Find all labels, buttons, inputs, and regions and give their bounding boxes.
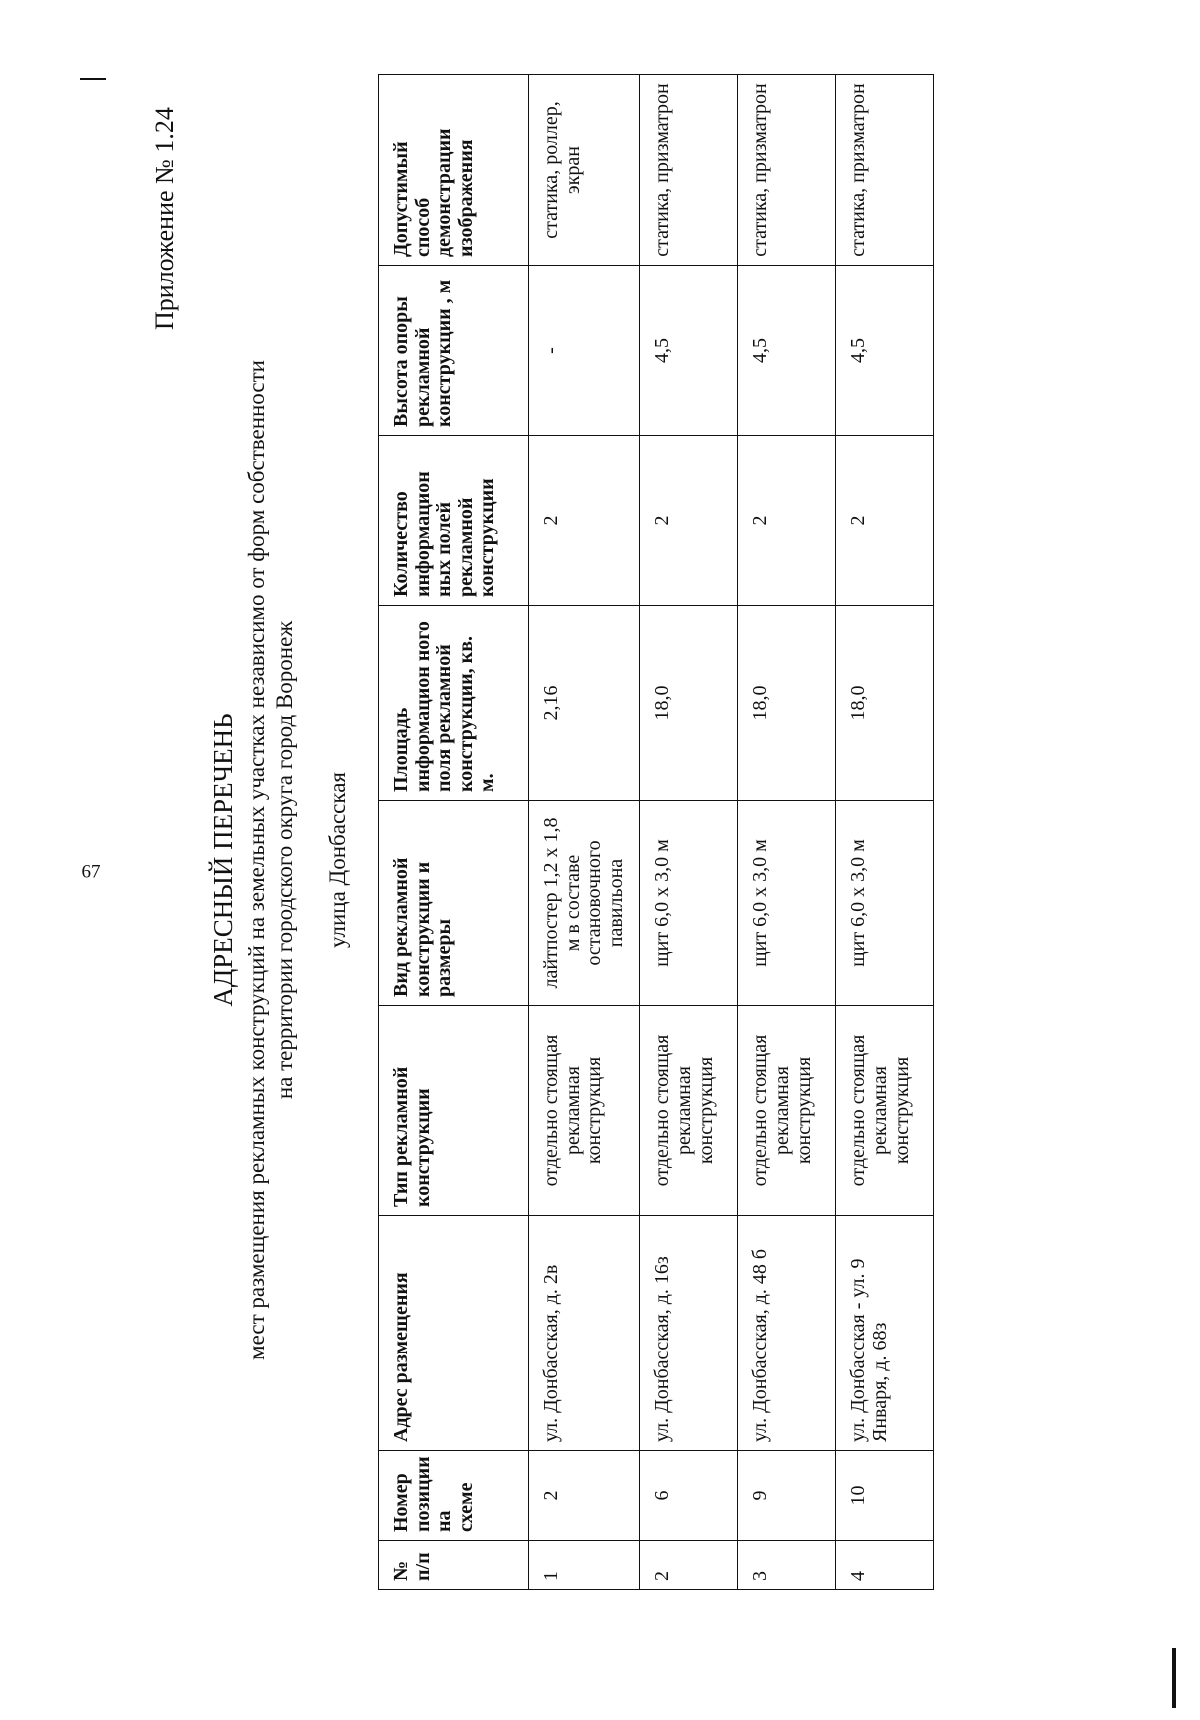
cell-position: 10 <box>836 1451 934 1541</box>
page-number: 67 <box>81 861 101 883</box>
cell-display-method: статика, призматрон <box>738 75 836 266</box>
cell-fields-count: 2 <box>738 436 836 606</box>
cell-area: 18,0 <box>640 606 738 801</box>
cell-support-height: - <box>529 266 640 436</box>
document-title: АДРЕСНЫЙ ПЕРЕЧЕНЬ <box>208 713 238 1007</box>
cell-number: 3 <box>738 1541 836 1590</box>
appendix-label: Приложение № 1.24 <box>150 107 179 330</box>
table-row <box>640 75 738 1590</box>
street-name: улица Донбасская <box>325 772 350 948</box>
cell-position: 6 <box>640 1451 738 1541</box>
header-cell: Высота опоры рекламной конструкции , м <box>379 266 529 436</box>
cell-fields-count: 2 <box>836 436 934 606</box>
cell-support-height: 4,5 <box>738 266 836 436</box>
cell-address: ул. Донбасская, д. 48 б <box>738 1216 836 1451</box>
header-cell: № п/п <box>379 1541 529 1590</box>
cell-kind-size: щит 6,0 х 3,0 м <box>738 801 836 1006</box>
cell-area: 18,0 <box>738 606 836 801</box>
cell-address: ул. Донбасская, д. 16з <box>640 1216 738 1451</box>
cell-area: 2,16 <box>529 606 640 801</box>
table-row <box>529 75 640 1590</box>
cell-number: 1 <box>529 1541 640 1590</box>
subtitle-line-1: мест размещения рекламных конструкций на земельных участках независимо от форм собственности <box>244 360 269 1360</box>
margin-mark <box>80 78 106 80</box>
cell-position: 2 <box>529 1451 640 1541</box>
cell-kind-size: щит 6,0 х 3,0 м <box>836 801 934 1006</box>
cell-support-height: 4,5 <box>640 266 738 436</box>
cell-display-method: статика, призматрон <box>836 75 934 266</box>
cell-number: 4 <box>836 1541 934 1590</box>
cell-support-height: 4,5 <box>836 266 934 436</box>
table-row <box>836 75 934 1590</box>
cell-address: ул. Донбасская - ул. 9 Января, д. 68з <box>836 1216 934 1451</box>
cell-type: отдельно стоящая рекламная конструкция <box>738 1006 836 1216</box>
table-header-row <box>379 75 529 1590</box>
header-cell: Количество информацион ных полей рекламной конструкции <box>379 436 529 606</box>
header-cell: Адрес размещения <box>379 1216 529 1451</box>
cell-fields-count: 2 <box>640 436 738 606</box>
cell-type: отдельно стоящая рекламная конструкция <box>640 1006 738 1216</box>
subtitle-line-2: на территории городского округа город Воронеж <box>272 620 297 1100</box>
cell-type: отдельно стоящая рекламная конструкция <box>836 1006 934 1216</box>
header-cell: Допустимый способ демонстрации изображения <box>379 75 529 266</box>
cell-kind-size: лайтпостер 1,2 х 1,8 м в составе остановочного павильона <box>529 801 640 1006</box>
header-cell: Вид рекламной конструкции и размеры <box>379 801 529 1006</box>
cell-area: 18,0 <box>836 606 934 801</box>
address-table <box>378 74 934 1590</box>
cell-number: 2 <box>640 1541 738 1590</box>
cell-position: 9 <box>738 1451 836 1541</box>
cell-display-method: статика, призматрон <box>640 75 738 266</box>
cell-type: отдельно стоящая рекламная конструкция <box>529 1006 640 1216</box>
cell-kind-size: щит 6,0 х 3,0 м <box>640 801 738 1006</box>
header-cell: Номер позиции на схеме <box>379 1451 529 1541</box>
cell-fields-count: 2 <box>529 436 640 606</box>
cell-display-method: статика, роллер, экран <box>529 75 640 266</box>
table-row <box>738 75 836 1590</box>
header-cell: Тип рекламной конструкции <box>379 1006 529 1216</box>
cell-address: ул. Донбасская, д. 2в <box>529 1216 640 1451</box>
corner-mark <box>1172 1648 1176 1708</box>
header-cell: Площадь информацион ного поля рекламной конструкции, кв. м. <box>379 606 529 801</box>
